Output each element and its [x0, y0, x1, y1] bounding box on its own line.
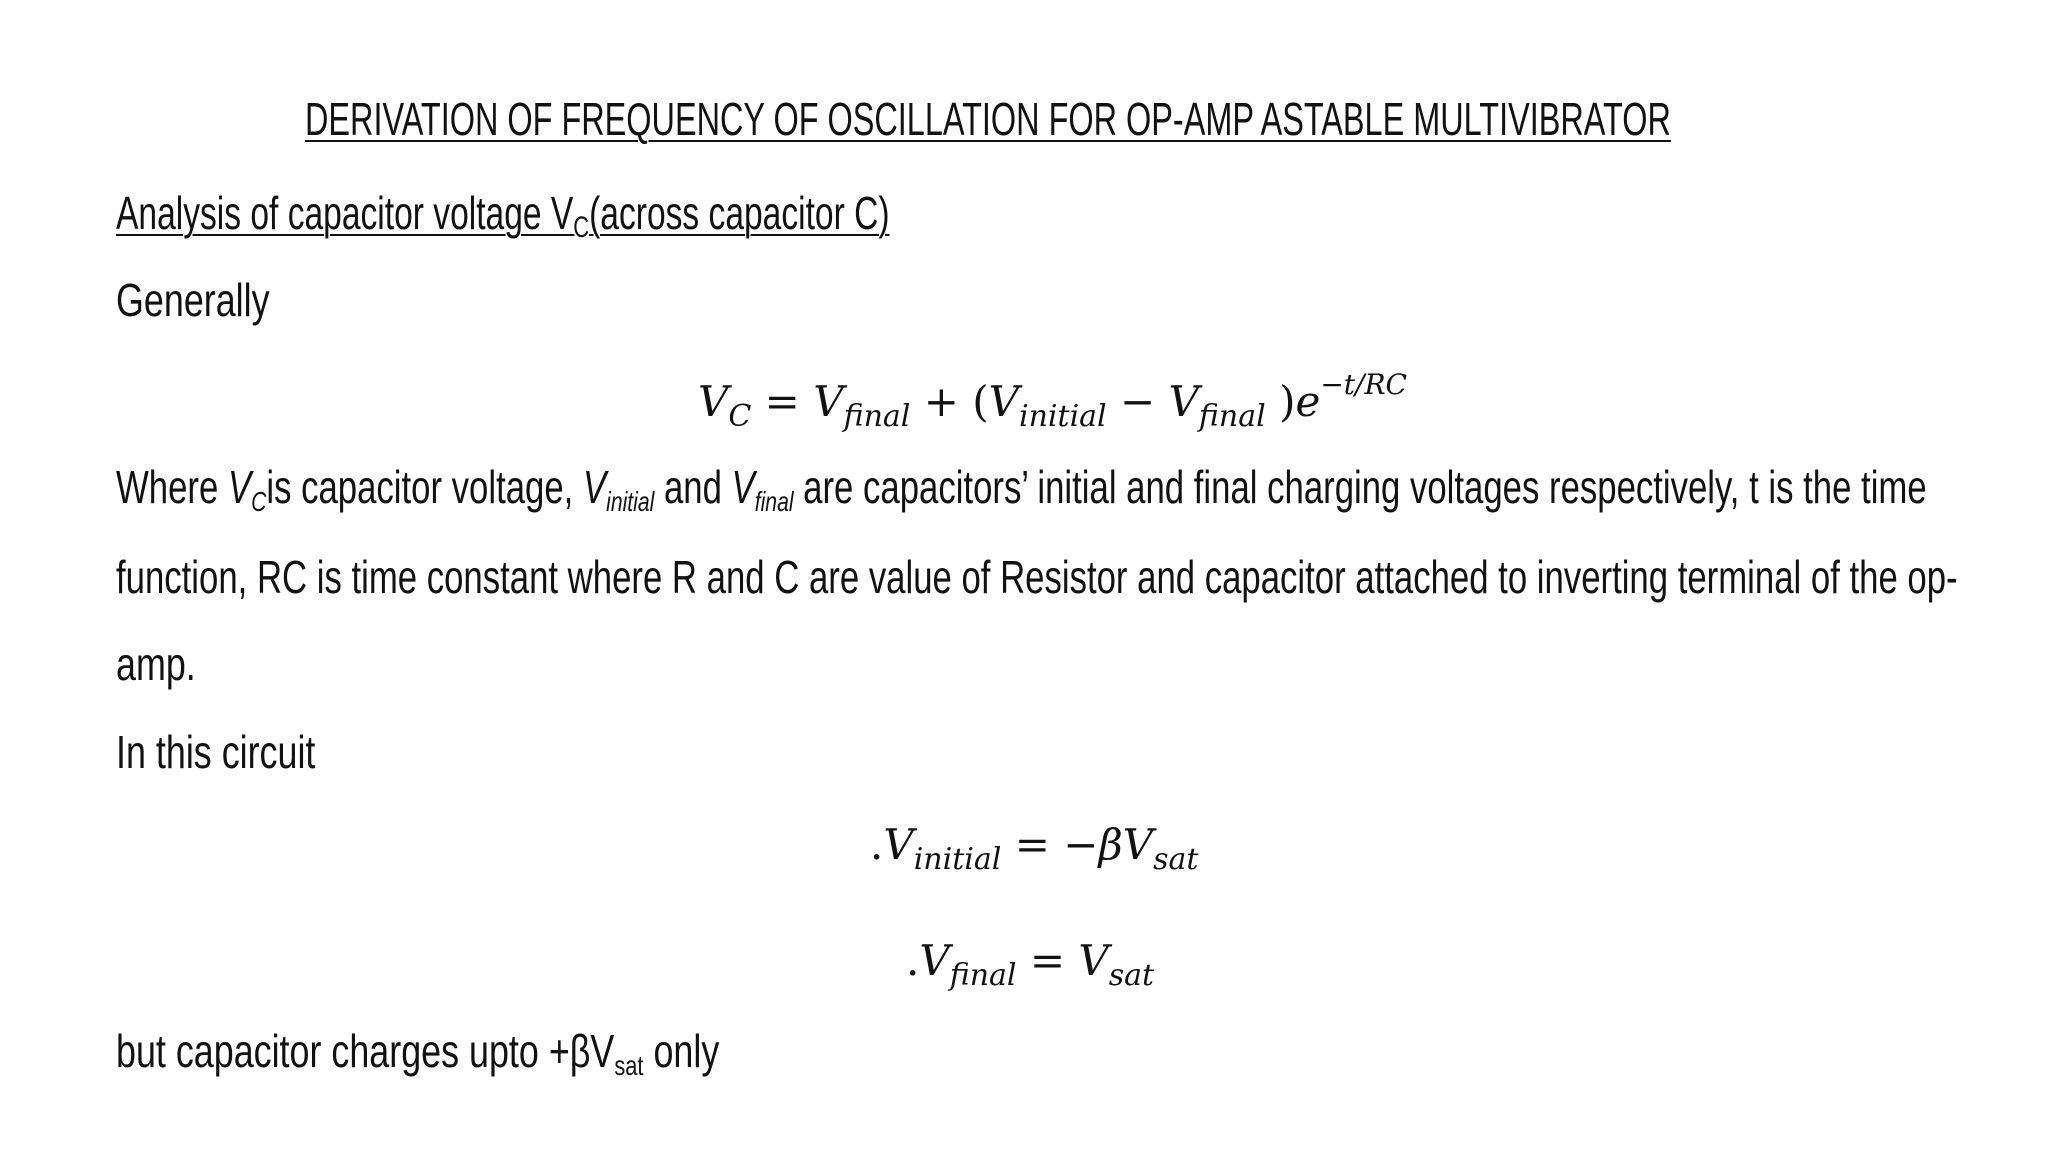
eq-vfinal-subscript: final [843, 399, 911, 434]
eq-vfinal-symbol: V [813, 377, 844, 426]
eq-initial-rhs-subscript: sat [1153, 842, 1199, 877]
eq-close-paren: ) [1265, 377, 1296, 426]
paragraph-where-line3: amp. [116, 638, 196, 690]
section-heading-text-end: (across capacitor C) [589, 187, 890, 239]
eq-vinitial-symbol: V [988, 377, 1019, 426]
where-vinitial-subscript: initial [606, 486, 655, 517]
where-text-3: and [654, 461, 732, 513]
charges-text-2: only [643, 1025, 720, 1077]
eq-vfinal2-subscript: final [1198, 399, 1266, 434]
eq-minus: − [1106, 377, 1169, 426]
eq-initial-v: V [883, 820, 914, 869]
where-vc-symbol: V [227, 461, 252, 513]
where-vc-subscript: C [251, 486, 267, 517]
section-heading-subscript: C [573, 211, 590, 244]
eq-final-rhs-subscript: sat [1108, 958, 1155, 993]
where-text-1: Where [116, 461, 228, 513]
eq-vc-subscript: C [728, 399, 752, 434]
equation-capacitor-voltage [698, 368, 1407, 434]
equation-v-initial [870, 820, 1198, 877]
where-vinitial-symbol: V [582, 461, 607, 513]
paragraph-generally: Generally [116, 274, 270, 326]
where-vfinal-symbol: V [731, 461, 755, 513]
eq-final-dot: . [906, 936, 920, 985]
charges-text-1: but capacitor charges upto +βV [116, 1025, 615, 1077]
eq-equals: = [751, 377, 814, 426]
eq-plus-open: + ( [910, 377, 989, 426]
charges-subscript: sat [614, 1050, 644, 1081]
eq-initial-dot: . [870, 820, 884, 869]
paragraph-where-line2: function, RC is time constant where R and C are value of Resistor and capacitor attached to inverting terminal of the op- [116, 551, 1958, 603]
paragraph-where-line1 [116, 460, 1927, 518]
where-text-4: are capacitors’ initial and final charging voltages respectively, t is the time [793, 461, 1927, 513]
eq-vc-symbol: V [698, 377, 729, 426]
eq-vinitial-subscript: initial [1019, 399, 1107, 434]
section-heading-text: Analysis of capacitor voltage V [116, 187, 574, 239]
paragraph-in-this-circuit: In this circuit [116, 726, 316, 778]
eq-exponent: −t/RC [1320, 368, 1407, 401]
document-title: DERIVATION OF FREQUENCY OF OSCILLATION FOR OP-AMP ASTABLE MULTIVIBRATOR [305, 93, 1671, 145]
where-vfinal-subscript: final [754, 486, 794, 517]
where-text-2: is capacitor voltage, [266, 461, 583, 513]
paragraph-charges-upto [116, 1024, 719, 1082]
eq-final-rhs: = V [1016, 936, 1109, 985]
eq-initial-rhs: = −βV [1001, 820, 1154, 869]
section-heading [116, 186, 890, 245]
eq-final-subscript: final [949, 958, 1017, 993]
eq-vfinal2-symbol: V [1168, 377, 1199, 426]
eq-exponential-base: e [1295, 377, 1321, 426]
equation-v-final [906, 936, 1154, 993]
eq-initial-subscript: initial [913, 842, 1002, 877]
eq-final-v: V [919, 936, 950, 985]
